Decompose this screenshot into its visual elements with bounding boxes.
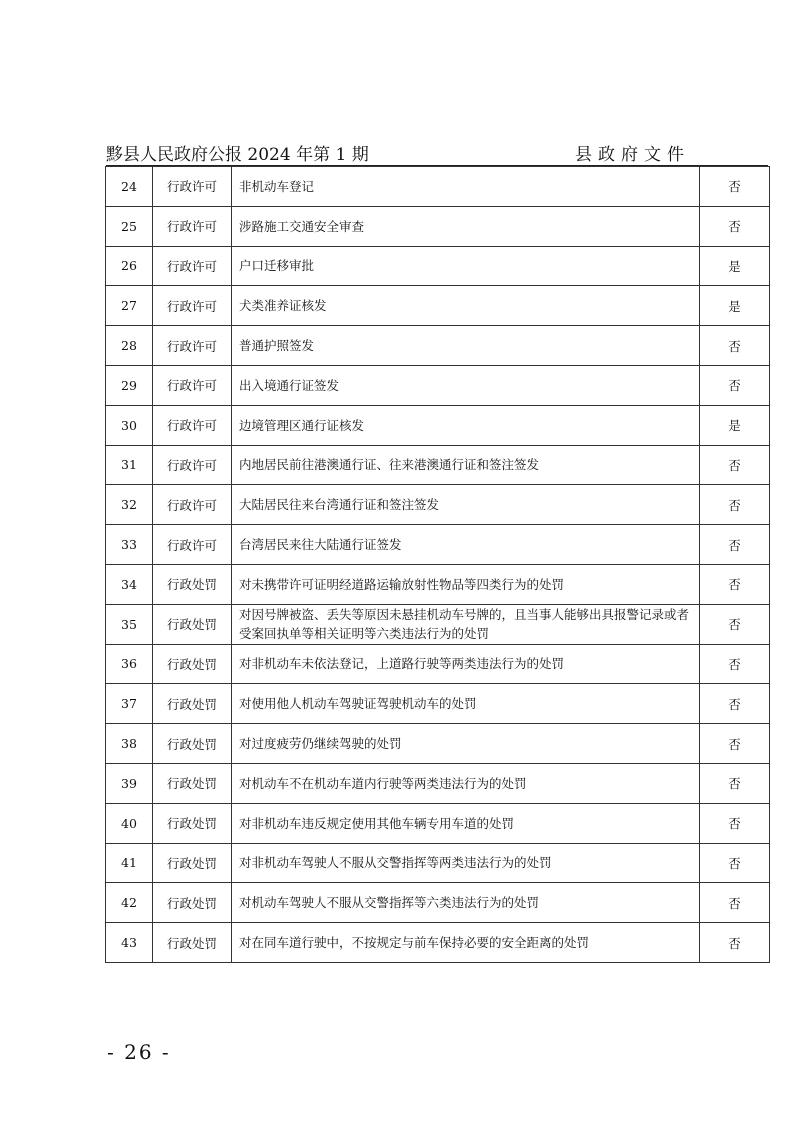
matter-type-cell: 行政许可 [153,167,232,207]
matter-type-cell: 行政许可 [153,445,232,485]
matter-name-cell: 户口迁移审批 [232,246,700,286]
table-row [106,644,770,684]
matter-name-cell: 对因号牌被盗、丢失等原因未悬挂机动车号牌的，且当事人能够出具报警记录或者受案回执单等相关证明等六类违法行为的处罚 [232,604,700,644]
flag-cell: 否 [700,445,770,485]
table-row [106,525,770,565]
matter-name-cell: 对未携带许可证明经道路运输放射性物品等四类行为的处罚 [232,564,700,604]
matter-name-cell: 对机动车不在机动车道内行驶等两类违法行为的处罚 [232,763,700,803]
table-row [106,405,770,445]
matter-type-cell: 行政处罚 [153,564,232,604]
row-number-cell: 41 [106,843,153,883]
flag-cell: 否 [700,604,770,644]
table-row [106,604,770,644]
matter-type-cell: 行政许可 [153,286,232,326]
flag-cell: 否 [700,724,770,764]
matter-type-cell: 行政处罚 [153,724,232,764]
row-number-cell: 42 [106,883,153,923]
matter-name-cell: 对使用他人机动车驾驶证驾驶机动车的处罚 [232,684,700,724]
section-label: 县政府文件 [575,145,690,165]
flag-cell: 否 [700,206,770,246]
table-row [106,923,770,963]
matter-name-cell: 对机动车驾驶人不服从交警指挥等六类违法行为的处罚 [232,883,700,923]
matter-type-cell: 行政处罚 [153,843,232,883]
table-row [106,206,770,246]
row-number-cell: 33 [106,525,153,565]
matter-type-cell: 行政许可 [153,485,232,525]
matter-type-cell: 行政许可 [153,326,232,366]
flag-cell: 否 [700,564,770,604]
row-number-cell: 27 [106,286,153,326]
table-body [106,167,770,963]
row-number-cell: 36 [106,644,153,684]
row-number-cell: 28 [106,326,153,366]
matter-type-cell: 行政许可 [153,525,232,565]
table-row [106,445,770,485]
row-number-cell: 31 [106,445,153,485]
items-table [105,166,770,963]
matter-type-cell: 行政许可 [153,365,232,405]
row-number-cell: 40 [106,803,153,843]
matter-name-cell: 出入境通行证签发 [232,365,700,405]
table-row [106,684,770,724]
matter-name-cell: 大陆居民往来台湾通行证和签注签发 [232,485,700,525]
flag-cell: 是 [700,405,770,445]
table-row [106,803,770,843]
flag-cell: 是 [700,246,770,286]
matter-name-cell: 台湾居民来往大陆通行证签发 [232,525,700,565]
page-number: - 26 - [107,1040,171,1064]
table-row [106,724,770,764]
row-number-cell: 24 [106,167,153,207]
table-row [106,763,770,803]
flag-cell: 否 [700,923,770,963]
matter-name-cell: 对非机动车违反规定使用其他车辆专用车道的处罚 [232,803,700,843]
row-number-cell: 43 [106,923,153,963]
flag-cell: 是 [700,286,770,326]
matter-type-cell: 行政处罚 [153,923,232,963]
row-number-cell: 37 [106,684,153,724]
table-row [106,365,770,405]
row-number-cell: 34 [106,564,153,604]
matter-name-cell: 边境管理区通行证核发 [232,405,700,445]
matter-type-cell: 行政处罚 [153,763,232,803]
matter-type-cell: 行政许可 [153,206,232,246]
matter-name-cell: 对非机动车驾驶人不服从交警指挥等两类违法行为的处罚 [232,843,700,883]
matter-name-cell: 对在同车道行驶中，不按规定与前车保持必要的安全距离的处罚 [232,923,700,963]
flag-cell: 否 [700,803,770,843]
table-row [106,167,770,207]
row-number-cell: 30 [106,405,153,445]
flag-cell: 否 [700,763,770,803]
flag-cell: 否 [700,525,770,565]
row-number-cell: 25 [106,206,153,246]
matter-name-cell: 对过度疲劳仍继续驾驶的处罚 [232,724,700,764]
matter-name-cell: 非机动车登记 [232,167,700,207]
matter-type-cell: 行政处罚 [153,604,232,644]
table-row [106,564,770,604]
flag-cell: 否 [700,684,770,724]
gazette-title: 黟县人民政府公报 2024 年第 1 期 [106,145,369,165]
row-number-cell: 35 [106,604,153,644]
row-number-cell: 39 [106,763,153,803]
matter-name-cell: 犬类准养证核发 [232,286,700,326]
table-row [106,286,770,326]
matter-name-cell: 涉路施工交通安全审查 [232,206,700,246]
page-header [106,140,690,164]
matter-type-cell: 行政处罚 [153,803,232,843]
matter-type-cell: 行政处罚 [153,684,232,724]
row-number-cell: 26 [106,246,153,286]
matter-type-cell: 行政处罚 [153,883,232,923]
flag-cell: 否 [700,644,770,684]
flag-cell: 否 [700,843,770,883]
matter-type-cell: 行政许可 [153,246,232,286]
flag-cell: 否 [700,883,770,923]
flag-cell: 否 [700,167,770,207]
matter-type-cell: 行政处罚 [153,644,232,684]
flag-cell: 否 [700,326,770,366]
table-row [106,326,770,366]
row-number-cell: 29 [106,365,153,405]
table-row [106,843,770,883]
matter-name-cell: 内地居民前往港澳通行证、往来港澳通行证和签注签发 [232,445,700,485]
matter-name-cell: 对非机动车未依法登记，上道路行驶等两类违法行为的处罚 [232,644,700,684]
row-number-cell: 32 [106,485,153,525]
flag-cell: 否 [700,485,770,525]
matter-type-cell: 行政许可 [153,405,232,445]
table-row [106,246,770,286]
row-number-cell: 38 [106,724,153,764]
matter-name-cell: 普通护照签发 [232,326,700,366]
table-row [106,485,770,525]
flag-cell: 否 [700,365,770,405]
table-row [106,883,770,923]
